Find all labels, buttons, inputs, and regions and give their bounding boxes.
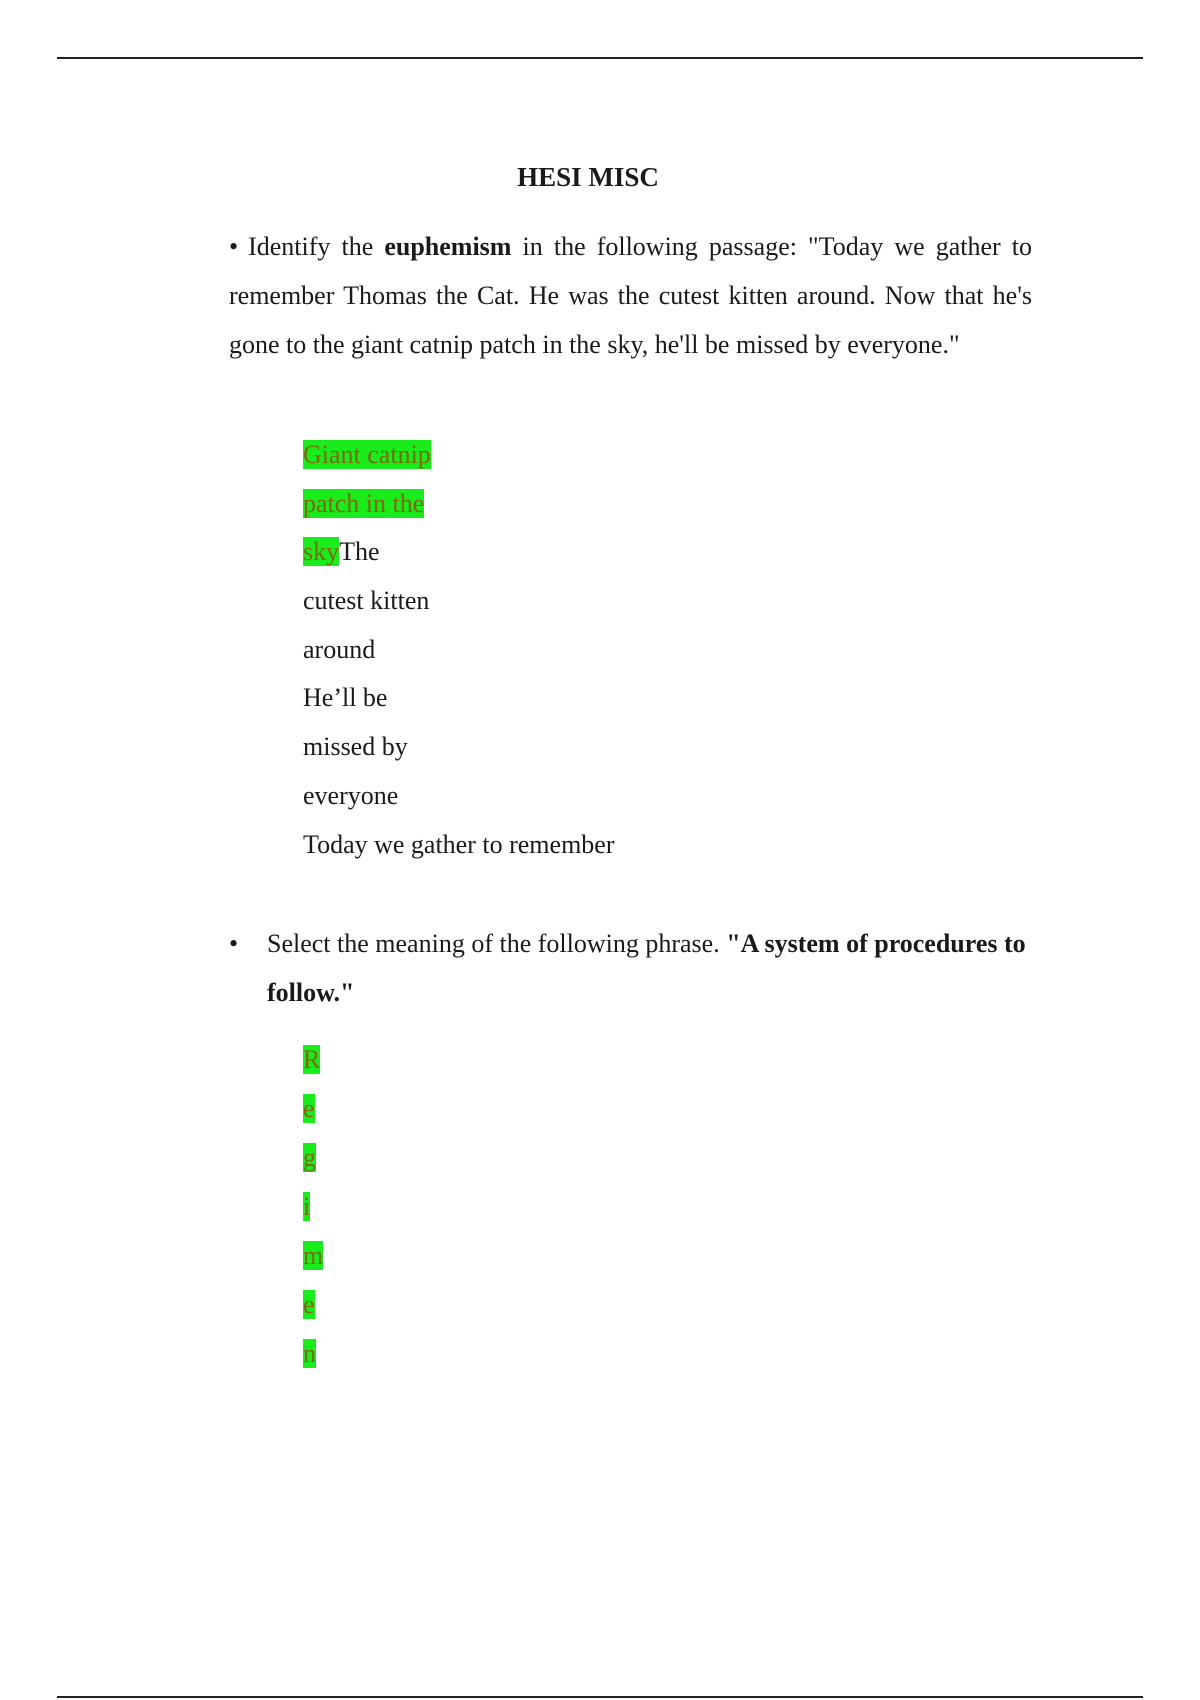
option-line <box>303 528 615 577</box>
option-line <box>303 431 615 480</box>
option-text: The <box>339 537 380 567</box>
option-line: He’ll be <box>303 683 388 713</box>
bullet: • <box>229 929 239 958</box>
question-euphemism <box>229 222 1032 369</box>
question-meaning <box>229 919 1067 1017</box>
answer-letter-line <box>303 1084 323 1133</box>
answer-letter: m <box>303 1241 324 1270</box>
option-line <box>303 480 615 529</box>
answer-letter: e <box>303 1094 315 1123</box>
option-line: around <box>303 634 376 664</box>
answer-letter-line <box>303 1329 323 1378</box>
answer-letter: e <box>303 1290 315 1319</box>
answer-letter-line <box>303 1231 323 1280</box>
answer-letter: g <box>303 1143 316 1172</box>
question-phrase: "A system of procedures to follow." <box>267 929 1026 1007</box>
answer-letter: i <box>303 1192 311 1221</box>
bullet: • <box>229 232 239 261</box>
question-keyword: euphemism <box>384 232 512 261</box>
option-line: missed by <box>303 732 408 762</box>
answer-letter-line <box>303 1280 323 1329</box>
answer-letter-line <box>303 1133 323 1182</box>
question-text <box>267 919 1067 1017</box>
highlighted-answer: Giant catnip <box>303 440 431 469</box>
question-prefix: Identify the <box>248 232 385 261</box>
top-rule <box>57 57 1143 59</box>
answer-letter: n <box>303 1339 316 1368</box>
question-passage: in the following passage: "Today we gather to remember Thomas the Cat. He was the cutest kitten around. Now that he's gone to the giant catnip patch in the sky, he'll be missed by everyone." <box>229 232 1032 359</box>
question-prefix: Select the meaning of the following phrase. <box>267 929 727 958</box>
option-line: cutest kitten <box>303 586 430 616</box>
answer-options-euphemism <box>303 431 615 869</box>
answer-letter-line <box>303 1035 323 1084</box>
highlighted-answer: patch in the <box>303 488 425 518</box>
option-line: everyone <box>303 780 399 810</box>
answer-letters <box>303 1035 323 1378</box>
highlighted-answer: sky <box>303 537 340 567</box>
page-title: HESI MISC <box>517 162 659 192</box>
answer-letter-line <box>303 1182 323 1231</box>
option-line: Today we gather to remember <box>303 829 615 859</box>
answer-letter: R <box>303 1045 321 1074</box>
bottom-rule <box>57 1696 1143 1698</box>
